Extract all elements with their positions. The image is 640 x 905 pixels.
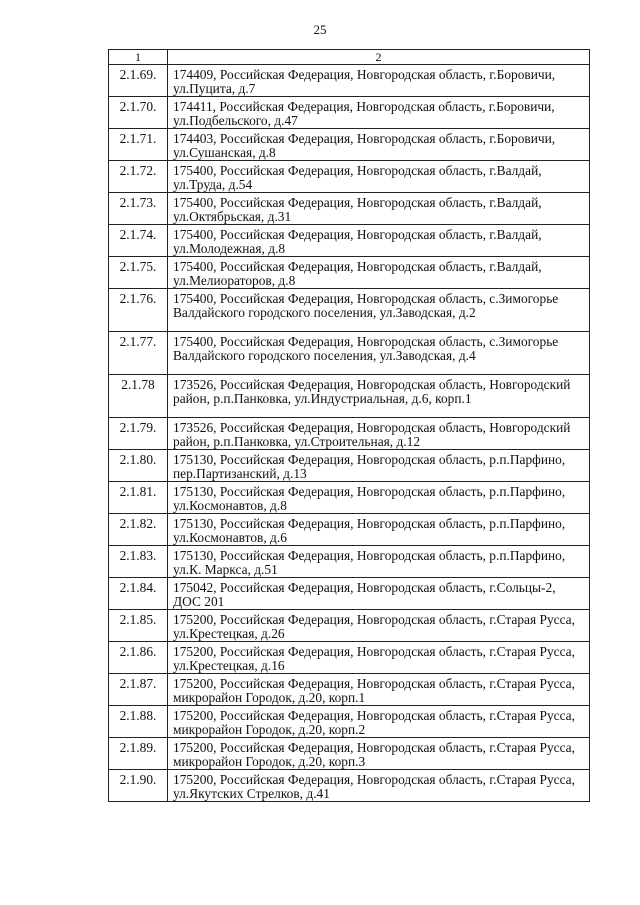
table-row [109, 642, 590, 674]
row-number: 2.1.83. [109, 546, 168, 578]
row-address: 173526, Российская Федерация, Новгородская область, Новгородский район, р.п.Панковка, ул.Строительная, д.12 [168, 418, 590, 450]
address-table [108, 49, 590, 802]
table-row [109, 674, 590, 706]
row-address: 175400, Российская Федерация, Новгородская область, г.Валдай, ул.Молодежная, д.8 [168, 225, 590, 257]
row-address: 175200, Российская Федерация, Новгородская область, г.Старая Русса, микрорайон Городок, д.20, корп.2 [168, 706, 590, 738]
row-number: 2.1.81. [109, 482, 168, 514]
row-address: 175130, Российская Федерация, Новгородская область, р.п.Парфино, ул.Космонавтов, д.8 [168, 482, 590, 514]
table-row [109, 578, 590, 610]
row-address: 175400, Российская Федерация, Новгородская область, с.Зимогорье Валдайского городского поселения, ул.Заводская, д.4 [168, 332, 590, 375]
table-row [109, 332, 590, 375]
table-row [109, 546, 590, 578]
row-number: 2.1.86. [109, 642, 168, 674]
row-number: 2.1.77. [109, 332, 168, 375]
row-number: 2.1.72. [109, 161, 168, 193]
row-address: 174409, Российская Федерация, Новгородская область, г.Боровичи, ул.Пуцита, д.7 [168, 65, 590, 97]
row-number: 2.1.69. [109, 65, 168, 97]
row-address: 174403, Российская Федерация, Новгородская область, г.Боровичи, ул.Сушанская, д.8 [168, 129, 590, 161]
row-address: 173526, Российская Федерация, Новгородская область, Новгородский район, р.п.Панковка, ул.Индустриальная, д.6, корп.1 [168, 375, 590, 418]
row-number: 2.1.80. [109, 450, 168, 482]
table-header-row [109, 50, 590, 65]
row-address: 175200, Российская Федерация, Новгородская область, г.Старая Русса, ул.Крестецкая, д.26 [168, 610, 590, 642]
row-number: 2.1.79. [109, 418, 168, 450]
column-header-address: 2 [168, 50, 590, 65]
table-row [109, 450, 590, 482]
row-address: 174411, Российская Федерация, Новгородская область, г.Боровичи, ул.Подбельского, д.47 [168, 97, 590, 129]
table-row [109, 418, 590, 450]
row-number: 2.1.70. [109, 97, 168, 129]
table-row [109, 375, 590, 418]
row-number: 2.1.90. [109, 770, 168, 802]
row-number: 2.1.84. [109, 578, 168, 610]
row-address: 175200, Российская Федерация, Новгородская область, г.Старая Русса, ул.Якутских Стрелков, д.41 [168, 770, 590, 802]
row-address: 175130, Российская Федерация, Новгородская область, р.п.Парфино, пер.Партизанский, д.13 [168, 450, 590, 482]
table-row [109, 257, 590, 289]
row-address: 175042, Российская Федерация, Новгородская область, г.Сольцы-2, ДОС 201 [168, 578, 590, 610]
row-number: 2.1.71. [109, 129, 168, 161]
row-address: 175200, Российская Федерация, Новгородская область, г.Старая Русса, микрорайон Городок, д.20, корп.3 [168, 738, 590, 770]
row-number: 2.1.85. [109, 610, 168, 642]
row-address: 175400, Российская Федерация, Новгородская область, г.Валдай, ул.Труда, д.54 [168, 161, 590, 193]
row-address: 175200, Российская Федерация, Новгородская область, г.Старая Русса, микрорайон Городок, д.20, корп.1 [168, 674, 590, 706]
page-number: 25 [313, 22, 327, 37]
table-row [109, 514, 590, 546]
table-row [109, 97, 590, 129]
table-row [109, 161, 590, 193]
row-number: 2.1.82. [109, 514, 168, 546]
row-number: 2.1.78 [109, 375, 168, 418]
column-header-number: 1 [109, 50, 168, 65]
row-address: 175400, Российская Федерация, Новгородская область, с.Зимогорье Валдайского городского поселения, ул.Заводская, д.2 [168, 289, 590, 332]
row-address: 175130, Российская Федерация, Новгородская область, р.п.Парфино, ул.Космонавтов, д.6 [168, 514, 590, 546]
table-row [109, 289, 590, 332]
table-row [109, 225, 590, 257]
table-row [109, 610, 590, 642]
table-row [109, 770, 590, 802]
row-address: 175400, Российская Федерация, Новгородская область, г.Валдай, ул.Октябрьская, д.31 [168, 193, 590, 225]
row-address: 175400, Российская Федерация, Новгородская область, г.Валдай, ул.Мелиораторов, д.8 [168, 257, 590, 289]
table-row [109, 738, 590, 770]
row-number: 2.1.88. [109, 706, 168, 738]
table-row [109, 482, 590, 514]
row-number: 2.1.87. [109, 674, 168, 706]
row-address: 175200, Российская Федерация, Новгородская область, г.Старая Русса, ул.Крестецкая, д.16 [168, 642, 590, 674]
table-row [109, 129, 590, 161]
table-row [109, 706, 590, 738]
table-row [109, 65, 590, 97]
row-number: 2.1.74. [109, 225, 168, 257]
row-number: 2.1.73. [109, 193, 168, 225]
row-number: 2.1.76. [109, 289, 168, 332]
table-row [109, 193, 590, 225]
row-address: 175130, Российская Федерация, Новгородская область, р.п.Парфино, ул.К. Маркса, д.51 [168, 546, 590, 578]
row-number: 2.1.75. [109, 257, 168, 289]
row-number: 2.1.89. [109, 738, 168, 770]
